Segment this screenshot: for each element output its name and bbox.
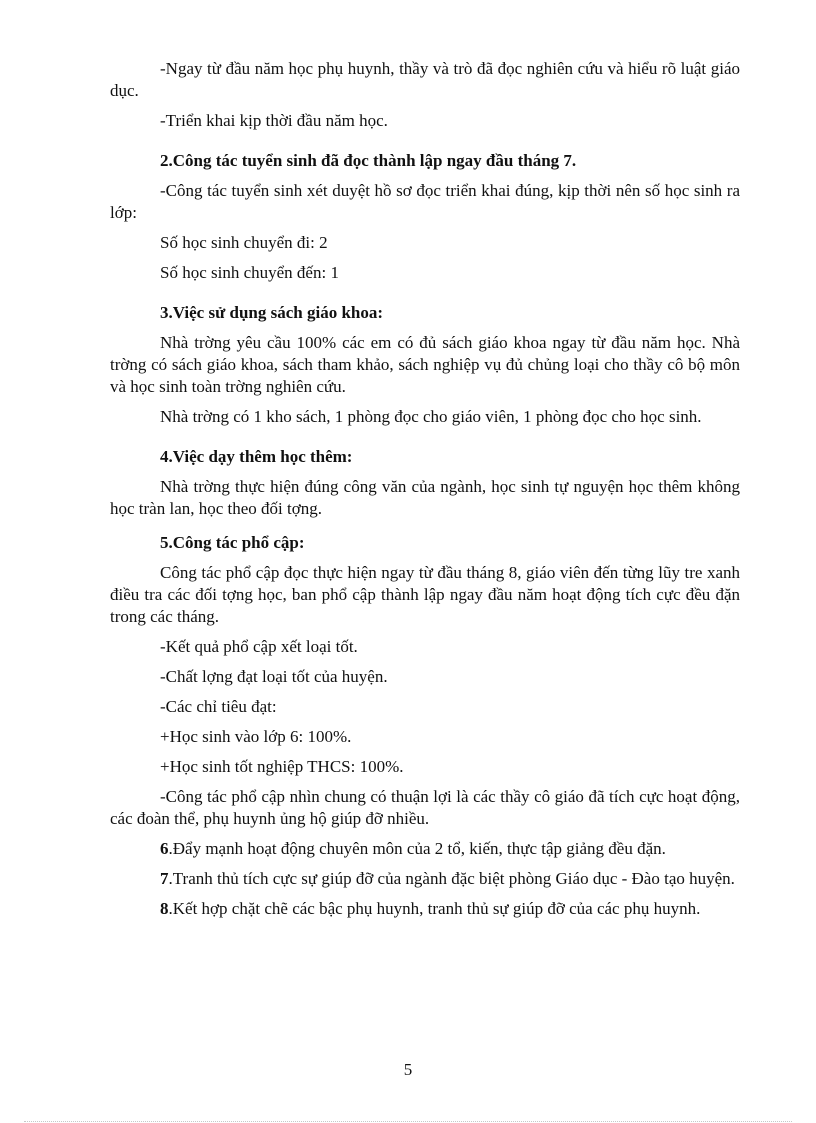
section-5-paragraph-5: +Học sinh vào lớp 6: 100%. [160, 727, 352, 746]
item-7-number: 7 [160, 869, 169, 888]
item-6-text: .Đẩy mạnh hoạt động chuyên môn của 2 tổ, kiến, thực tập giảng đều đặn. [168, 839, 666, 858]
page-bottom-divider [24, 1121, 792, 1122]
item-7 [110, 868, 740, 890]
section-5-paragraph-6: +Học sinh tốt nghiệp THCS: 100%. [160, 757, 404, 776]
item-8-number: 8 [160, 899, 169, 918]
item-6-number: 6 [160, 839, 169, 858]
section-5-paragraph-7: -Công tác phổ cập nhìn chung có thuận lợi là các thầy cô giáo đã tích cực hoạt động, các đoàn thể, phụ huynh ủng hộ giúp đỡ nhiều. [110, 787, 740, 828]
page-number: 5 [403, 1060, 413, 1079]
item-7-text: .Tranh thủ tích cực sự giúp đỡ của ngành đặc biệt phòng Giáo dục - Đào tạo huyện. [168, 869, 735, 888]
section-5-paragraph-4: -Các chỉ tiêu đạt: [160, 697, 277, 716]
section-4-paragraph-1: Nhà trờng thực hiện đúng công văn của ngành, học sinh tự nguyện học thêm không học tràn lan, học theo đối tợng. [110, 477, 740, 518]
item-8-text: .Kết hợp chặt chẽ các bậc phụ huynh, tranh thủ sự giúp đỡ của các phụ huynh. [168, 899, 701, 918]
section-5-paragraph-1: Công tác phổ cập đọc thực hiện ngay từ đầu tháng 8, giáo viên đến từng lũy tre xanh điều tra các đối tợng học, ban phổ cập thành lập ngay đầu năm hoạt động tích cực đều đặn trong các tháng. [110, 563, 740, 626]
section-4-heading: 4.Việc dạy thêm học thêm: [160, 447, 353, 466]
section-2-paragraph-2: Số học sinh chuyển đi: 2 [160, 233, 328, 252]
document-page [110, 58, 740, 928]
section-5-heading: 5.Công tác phổ cập: [160, 533, 305, 552]
section-2-paragraph-3: Số học sinh chuyển đến: 1 [160, 263, 339, 282]
section-5-paragraph-3: -Chất lợng đạt loại tốt của huyện. [160, 667, 388, 686]
intro-paragraph-2: -Triển khai kịp thời đầu năm học. [160, 111, 388, 130]
item-8 [110, 898, 740, 920]
section-3-paragraph-1: Nhà trờng yêu cầu 100% các em có đủ sách giáo khoa ngay từ đầu năm học. Nhà trờng có sách giáo khoa, sách tham khảo, sách nghiệp vụ đủ chủng loại cho thầy cô bộ môn và học sinh toàn trờng nghiên cứu. [110, 333, 740, 396]
section-2-heading: 2.Công tác tuyển sinh đã đọc thành lập ngay đầu tháng 7. [160, 151, 577, 170]
item-6 [110, 838, 740, 860]
section-3-heading: 3.Việc sử dụng sách giáo khoa: [160, 303, 384, 322]
section-5-paragraph-2: -Kết quả phổ cập xết loại tốt. [160, 637, 358, 656]
section-2-paragraph-1: -Công tác tuyển sinh xét duyệt hồ sơ đọc triển khai đúng, kịp thời nên số học sinh ra lớp: [110, 181, 740, 222]
section-3-paragraph-2: Nhà trờng có 1 kho sách, 1 phòng đọc cho giáo viên, 1 phòng đọc cho học sinh. [160, 407, 702, 426]
intro-paragraph-1: -Ngay từ đầu năm học phụ huynh, thầy và trò đã đọc nghiên cứu và hiểu rõ luật giáo dục. [110, 59, 740, 100]
